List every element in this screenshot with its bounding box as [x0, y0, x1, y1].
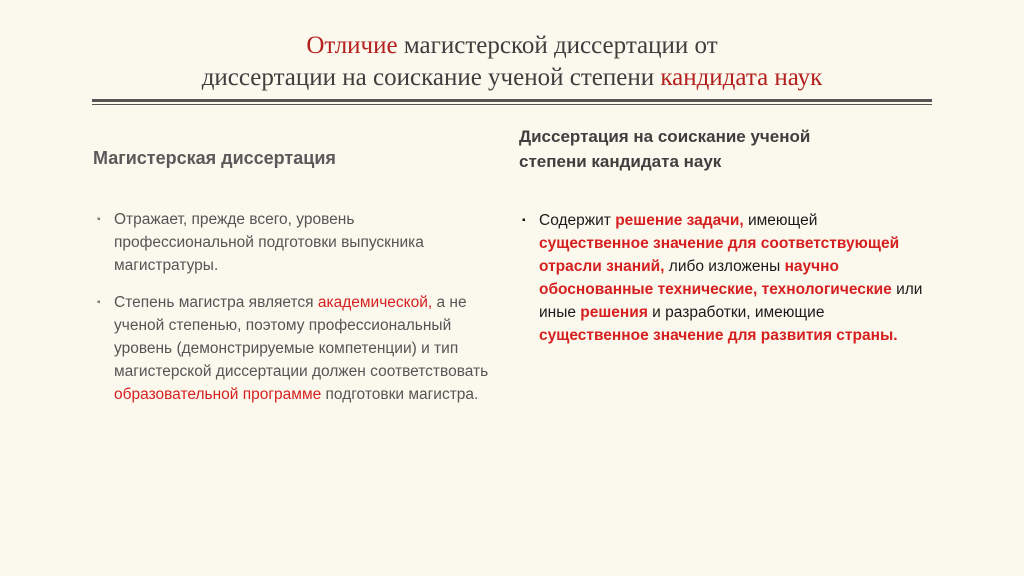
left-column-heading: Магистерская диссертация: [93, 148, 336, 168]
highlight-text: научно обоснованные технические, технологические: [539, 258, 892, 298]
list-item: [519, 209, 929, 347]
item-text: а не ученой степенью, поэтому профессиональный уровень (демонстрируемые компетенции) и тип магистерской диссертации должен соответствовать: [114, 294, 489, 380]
highlight-text: решение задачи,: [615, 212, 744, 229]
right-column-heading: [519, 124, 919, 174]
title-divider-thin: [92, 104, 932, 105]
title-text-2: диссертации на соискание ученой степени: [201, 64, 661, 91]
right-heading-line-2: степени кандидата наук: [519, 152, 722, 171]
highlight-text: решения: [580, 304, 648, 321]
right-bullet-list: [519, 209, 929, 361]
list-item: [94, 208, 494, 277]
item-text: либо изложены: [664, 258, 785, 275]
highlight-text: существенное значение для соответствующей отрасли знаний,: [539, 235, 900, 275]
item-text: Содержит: [539, 212, 616, 229]
right-heading-line-1: Диссертация на соискание ученой: [519, 127, 811, 146]
highlight-text: академической,: [317, 294, 433, 311]
slide-title: [90, 30, 934, 94]
highlight-text: образовательной программе: [114, 386, 322, 403]
highlight-text: существенное значение для развития страны.: [539, 327, 898, 344]
item-text: Степень магистра является: [114, 294, 318, 311]
item-text: или иные: [539, 281, 923, 321]
item-text: и разработки, имеющие: [647, 304, 825, 321]
item-text: имеющей: [743, 212, 818, 229]
square-bullet-icon: ▪: [522, 215, 526, 226]
left-bullet-list: [94, 208, 494, 420]
item-text: Отражает, прежде всего, уровень профессиональной подготовки выпускника магистратуры.: [114, 211, 424, 274]
title-text-1: магистерской диссертации от: [397, 32, 718, 59]
square-bullet-icon: ▪: [97, 214, 101, 225]
title-divider-thick: [92, 99, 932, 102]
square-bullet-icon: ▪: [97, 297, 101, 308]
title-highlight-1: Отличие: [306, 32, 398, 59]
title-highlight-2: кандидата наук: [660, 64, 823, 91]
item-text: подготовки магистра.: [321, 386, 479, 403]
list-item: [94, 291, 494, 406]
